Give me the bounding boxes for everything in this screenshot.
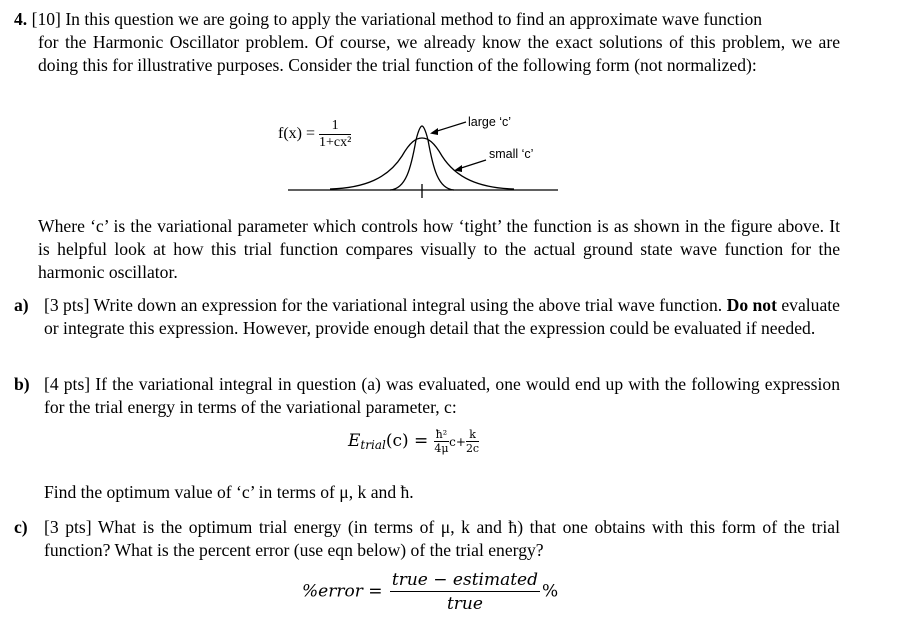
where-paragraph [38,215,840,284]
trial-energy-equation [348,428,479,455]
part-c-text: [3 pts] What is the optimum trial energy (in terms of μ, k and ħ) that one obtains with this form of the trial function? What is the percent error (use eqn below) of the trial energy? [44,517,840,560]
function-lhs: f(x) = [278,125,316,143]
part-a-bold: Do not [726,295,777,315]
error-lhs: %error = [302,581,383,602]
energy-c-plus: c+ [449,435,466,449]
part-a [14,294,840,340]
percent-error-equation [302,570,558,614]
energy-subscript: trial [360,438,386,452]
arrowhead-large-c [430,128,438,135]
energy-argument: (c) = [385,431,429,451]
energy-symbol: E [348,431,361,451]
question-intro-line1: In this question we are going to apply the variational method to find an approximate wave function [65,9,763,29]
label-small-c: small ‘c’ [489,147,534,161]
label-large-c: large ‘c’ [468,115,512,129]
part-b-text: [4 pts] If the variational integral in question (a) was evaluated, one would end up with the following expression for the trial energy in terms of the variational parameter, c: [44,374,840,417]
energy-frac2-den: 2c [465,442,480,455]
arrow-large-c [434,122,466,132]
error-fraction [390,570,540,614]
part-b [14,373,840,419]
part-a-text-after: evaluate or integrate this expression. However, provide enough detail that the expression could be evaluated if needed. [44,295,840,338]
error-numerator: true − estimated [391,570,538,590]
function-numerator: 1 [319,118,351,135]
question-intro-rest: for the Harmonic Oscillator problem. Of course, we already know the exact solutions of this problem, we are doing this for illustrative purposes. Consider the trial function of the following form (not normalized): [38,32,840,75]
question-points: [10] [31,9,61,29]
energy-fraction-1 [434,428,450,455]
question-intro [14,8,840,77]
where-text: Where ‘c’ is the variational parameter which controls how ‘tight’ the function is as shown in the figure above. It is helpful look at how this trial function compares visually to the actual ground state wave function for the harmonic oscillator. [38,216,840,282]
energy-fraction-2 [466,428,479,455]
energy-frac2-num: k [466,428,479,442]
error-denominator: true [446,594,483,614]
question-number: 4. [14,9,28,29]
part-a-text-before: [3 pts] Write down an expression for the variational integral using the above trial wave function. [44,295,723,315]
part-a-letter: a) [14,295,29,315]
part-c [14,516,840,562]
part-b-letter: b) [14,374,30,394]
error-percent-sign: % [542,581,559,602]
function-denominator: 1+cx² [319,135,352,150]
part-a-text [44,294,840,340]
curve-large-c [390,126,454,190]
curve-small-c [330,138,514,189]
energy-frac1-den: 4μ [434,442,449,455]
arrow-small-c [458,160,486,169]
energy-frac1-num: ħ² [435,428,448,441]
part-b-find-text: Find the optimum value of ‘c’ in terms of μ, k and ħ. [44,482,414,502]
part-c-letter: c) [14,517,28,537]
